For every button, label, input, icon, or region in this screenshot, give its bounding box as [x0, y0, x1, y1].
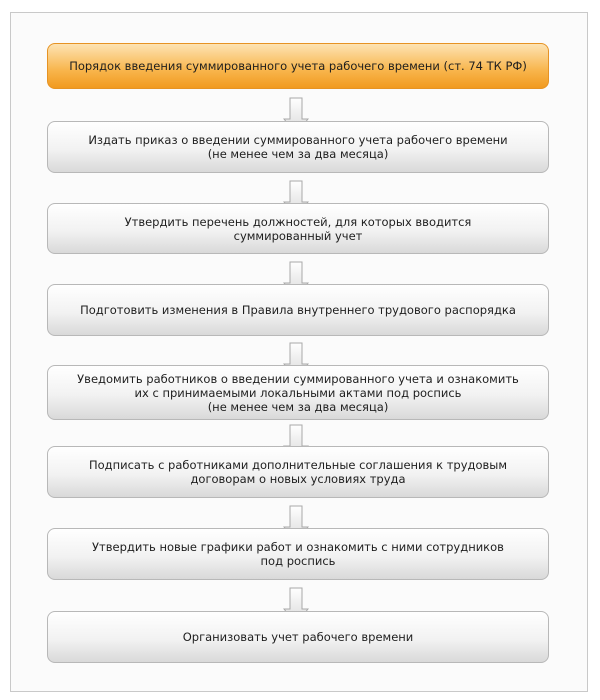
- step-6-line-1: Утвердить новые графики работ и ознакомить с ними сотрудников: [92, 540, 504, 554]
- step-3-line-1: Подготовить изменения в Правила внутреннего трудового распорядка: [80, 303, 516, 317]
- step-4-line-2: их с принимаемыми локальными актами под роспись: [134, 385, 462, 400]
- step-1-line-1: Издать приказ о введении суммированного учета рабочего времени: [88, 133, 508, 147]
- flow-step-2: [47, 203, 549, 254]
- flow-step-3: [47, 284, 549, 336]
- flow-step-4: [47, 365, 549, 420]
- flow-title: Порядок введения суммированного учета рабочего времени (ст. 74 ТК РФ): [69, 59, 527, 73]
- step-5-line-2: договорам о новых условиях труда: [190, 472, 406, 486]
- flow-step-5: [47, 446, 549, 498]
- flow-step-6: [47, 528, 549, 580]
- step-6-line-2: под роспись: [260, 554, 336, 568]
- step-4-line-1: Уведомить работников о введении суммированного учета и ознакомить: [77, 371, 519, 386]
- flow-step-1: [47, 121, 549, 173]
- step-5-line-1: Подписать с работниками дополнительные соглашения к трудовым: [88, 458, 508, 472]
- step-7-line-1: Организовать учет рабочего времени: [182, 630, 414, 644]
- flow-title-box: [47, 43, 549, 89]
- step-4-line-3: (не менее чем за два месяца): [207, 399, 389, 414]
- step-2-line-1: Утвердить перечень должностей, для которых вводится: [124, 214, 472, 229]
- step-2-line-2: суммированный учет: [233, 228, 363, 243]
- flow-step-7: [47, 611, 549, 663]
- step-1-line-2: (не менее чем за два месяца): [207, 147, 389, 161]
